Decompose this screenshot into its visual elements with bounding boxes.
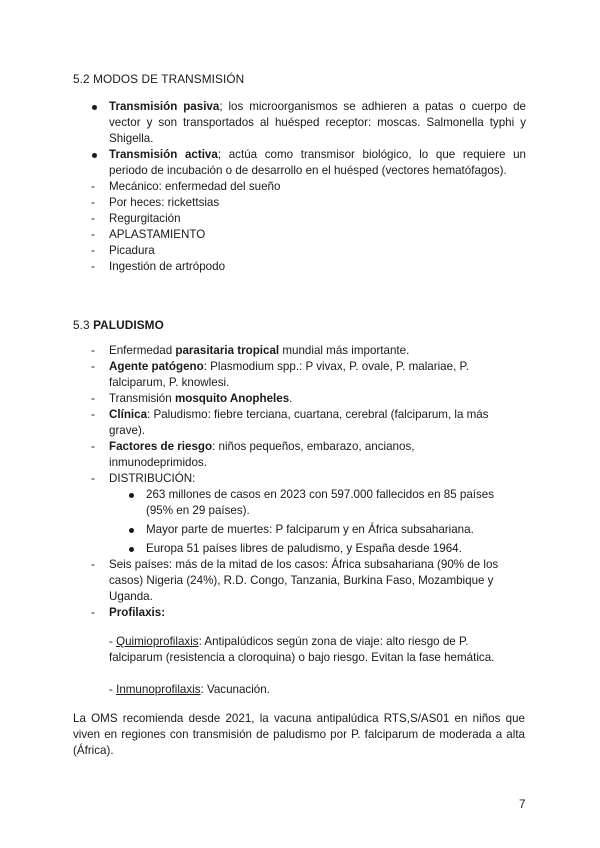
- sub-europa: Europa 51 países libres de paludismo, y España desde 1964.: [146, 542, 462, 555]
- list-item: - Mecánico: enfermedad del sueño: [109, 179, 600, 195]
- text-activa: ; actúa como transmisor biológico, lo que requiere un periodo de incubación o de desarrollo en el huésped (vectores hematófagos).: [109, 148, 526, 177]
- text-clinica: : Paludismo: fiebre terciana, cuartana, cerebral (falciparum, la más grave).: [109, 408, 489, 437]
- term-pasiva: Transmisión pasiva: [109, 100, 220, 113]
- item-ingestion: Ingestión de artrópodo: [109, 260, 226, 273]
- enf-c: mundial más importante.: [279, 344, 410, 357]
- inmunoprofilaxis-paragraph: [109, 682, 514, 698]
- trans-b: mosquito Anopheles: [174, 392, 290, 405]
- quimio-prefix: -: [109, 635, 117, 648]
- list-item: - Agente patógeno: Plasmodium spp.: P vivax, P. ovale, P. malariae, P. falciparum, P. knowlesi.: [91, 360, 469, 389]
- term-activa: Transmisión activa: [109, 148, 218, 161]
- list-item: - Transmisión mosquito Anopheles.: [91, 392, 293, 405]
- list-item: - Profilaxis:: [109, 605, 600, 621]
- list-item: - DISTRIBUCIÓN:: [109, 471, 600, 487]
- enf-a: Enfermedad: [109, 344, 176, 357]
- item-picadura: Picadura: [109, 244, 155, 257]
- sub-list-item: [146, 487, 518, 519]
- bullet-dot-icon: [92, 153, 97, 158]
- bullet-dot-icon: [92, 105, 97, 110]
- inmuno-term: Inmunoprofilaxis: [116, 683, 201, 696]
- trans-a: Transmisión: [109, 392, 175, 405]
- list-item: [109, 147, 526, 179]
- list-item: - Enfermedad parasitaria tropical mundial más importante.: [91, 344, 410, 357]
- section-5-2-list: [0, 99, 600, 275]
- text-distribucion: DISTRIBUCIÓN:: [109, 472, 196, 485]
- page-number: 7: [519, 798, 526, 811]
- text-seis-paises: Seis países: más de la mitad de los casos: África subsahariana (90% de los casos) Nigeria (24%), R.D. Congo, Tanzania, Burkina Faso, Mozambique y Uganda.: [109, 558, 499, 603]
- sub-list-item: [146, 522, 526, 538]
- list-item: - Picadura: [109, 243, 600, 259]
- quimio-text: : Antipalúdicos según zona de viaje: alto riesgo de P. falciparum (resistencia a cloroquina) o bajo riesgo. Evitan la fase hemática.: [109, 635, 495, 664]
- text-factores: : niños pequeños, embarazo, ancianos, inmunodeprimidos.: [109, 440, 415, 469]
- sub-muertes: Mayor parte de muertes: P falciparum y en África subsahariana.: [146, 523, 474, 536]
- text-agente: : Plasmodium spp.: P vivax, P. ovale, P. malariae, P. falciparum, P. knowlesi.: [109, 360, 469, 389]
- trans-c: .: [289, 392, 293, 405]
- section-5-2-heading: 5.2 MODOS DE TRANSMISIÓN: [73, 72, 245, 86]
- list-item: - Por heces: rickettsias: [109, 195, 600, 211]
- quimio-term: Quimioprofilaxis: [116, 635, 199, 648]
- list-item: - Regurgitación: [109, 211, 600, 227]
- list-item: - APLASTAMIENTO: [109, 227, 600, 243]
- section-5-3-heading: [73, 318, 164, 332]
- sub-list-item: [146, 541, 526, 557]
- enf-b: parasitaria tropical: [175, 344, 280, 357]
- term-clinica: Clínica: [109, 408, 148, 421]
- sub-casos: 263 millones de casos en 2023 con 597.000 fallecidos en 85 países (95% en 29 países).: [146, 488, 495, 517]
- list-item: - Seis países: más de la mitad de los casos: África subsahariana (90% de los casos) Nigeria (24%), R.D. Congo, Tanzania, Burkina Faso, Mozambique y Uganda.: [109, 557, 526, 605]
- bullet-dot-icon: [129, 547, 134, 552]
- inmuno-text: : Vacunación.: [200, 683, 270, 696]
- bullet-dot-icon: [129, 528, 134, 533]
- section-title: PALUDISMO: [93, 318, 164, 332]
- term-factores: Factores de riesgo: [109, 440, 213, 453]
- item-mecanico: Mecánico: enfermedad del sueño: [109, 180, 281, 193]
- inmuno-prefix: -: [109, 683, 117, 696]
- term-agente: Agente patógeno: [109, 360, 204, 373]
- list-item: - Clínica: Paludismo: fiebre terciana, cuartana, cerebral (falciparum, la más grave).: [91, 408, 489, 437]
- item-heces: Por heces: rickettsias: [109, 196, 220, 209]
- bullet-dot-icon: [129, 493, 134, 498]
- text-pasiva: ; los microorganismos se adhieren a patas o cuerpo de vector y son transportados al huésped receptor: moscas. Salmonella typhi y Shigella.: [109, 100, 526, 145]
- term-profilaxis: Profilaxis:: [109, 606, 166, 619]
- quimioprofilaxis-paragraph: [109, 634, 514, 666]
- section-number: 5.3: [73, 318, 94, 332]
- list-item: [109, 99, 526, 147]
- item-aplastamiento: APLASTAMIENTO: [109, 228, 206, 241]
- oms-paragraph: La OMS recomienda desde 2021, la vacuna antipalúdica RTS,S/AS01 en niños que viven en regiones con transmisión de paludismo por P. falciparum de moderada a alta (África).: [73, 712, 525, 757]
- section-5-3-list: [0, 343, 600, 621]
- item-regurgitacion: Regurgitación: [109, 212, 181, 225]
- list-item: - Ingestión de artrópodo: [109, 259, 600, 275]
- list-item: - Factores de riesgo: niños pequeños, embarazo, ancianos, inmunodeprimidos.: [91, 440, 415, 469]
